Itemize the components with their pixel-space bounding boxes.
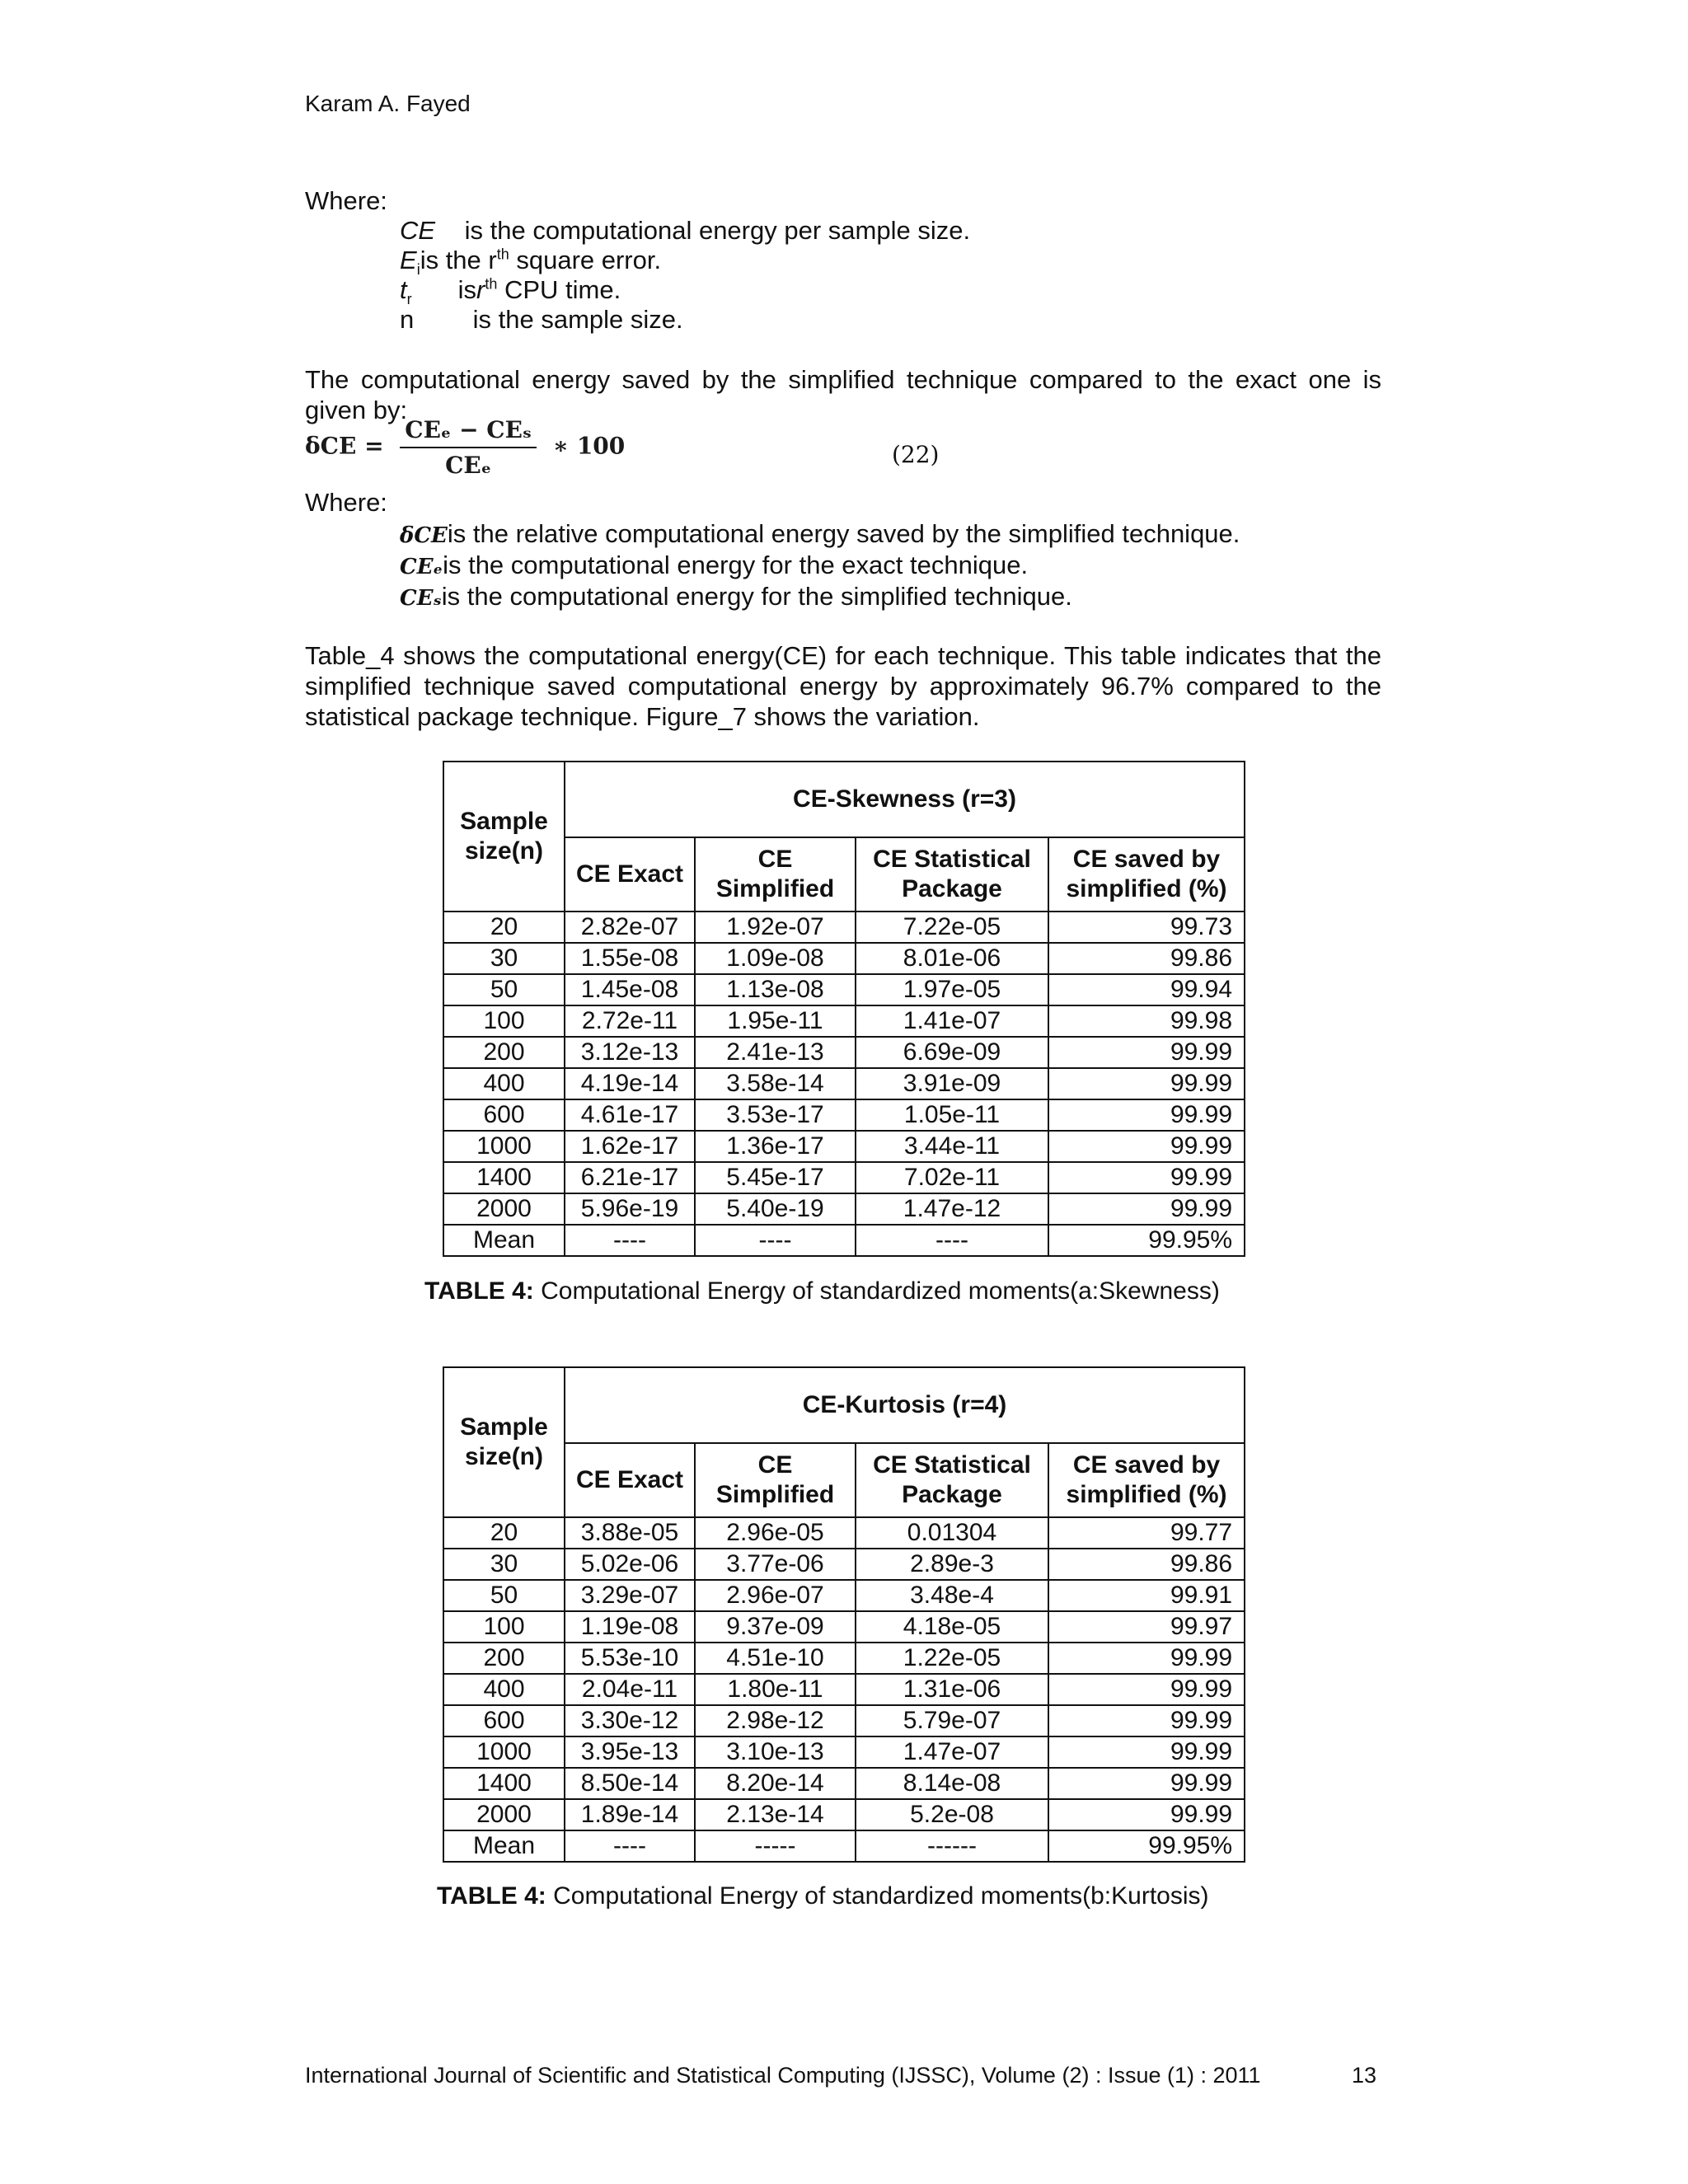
table-row [443,1037,1245,1068]
cell-sample-size: 400 [443,1674,565,1705]
def-ei-text: square error. [509,246,662,274]
cell-ce-exact: 3.12e-13 [565,1037,695,1068]
cell-ce-saved: 99.91 [1048,1580,1245,1611]
def-n-symbol: n [400,305,415,334]
cell-sample-size: 30 [443,943,565,974]
cell-ce-simplified: ----- [695,1830,856,1862]
cell-ce-exact: 3.88e-05 [565,1517,695,1549]
cell-sample-size: 50 [443,1580,565,1611]
def-ce-e [400,551,1028,580]
def-tr-sup: th [485,275,498,293]
cell-ce-saved: 99.86 [1048,943,1245,974]
def-n-text: is the sample size. [472,305,683,334]
where-label-2: Where: [305,488,387,517]
cell-ce-simplified: 1.09e-08 [695,943,856,974]
cell-ce-exact: 1.45e-08 [565,974,695,1005]
table-skewness-body [443,912,1245,1256]
cell-ce-simplified: 3.53e-17 [695,1099,856,1131]
def-tr-sub: r [406,291,412,308]
cell-ce-simplified: 2.98e-12 [695,1705,856,1736]
cell-sample-size: 20 [443,912,565,943]
cell-ce-simplified: 2.96e-07 [695,1580,856,1611]
header-ce-statistical-package: CE Statistical Package [856,837,1048,912]
cell-sample-size: 100 [443,1005,565,1037]
table-row [443,1736,1245,1768]
cell-ce-simplified: 1.36e-17 [695,1131,856,1162]
cell-sample-size: 30 [443,1549,565,1580]
def-ce-s-text: is the computational energy for the simplified technique. [441,582,1072,611]
cell-ce-simplified: ---- [695,1225,856,1256]
cell-ce-exact: 4.19e-14 [565,1068,695,1099]
cell-sample-size: 1000 [443,1131,565,1162]
cell-ce-simplified: 5.40e-19 [695,1193,856,1225]
cell-ce-saved: 99.99 [1048,1799,1245,1830]
def-ce-e-text: is the computational energy for the exact technique. [443,551,1029,579]
cell-ce-exact: 3.95e-13 [565,1736,695,1768]
cell-ce-simplified: 4.51e-10 [695,1643,856,1674]
cell-ce-statistical-package: 5.79e-07 [856,1705,1048,1736]
cell-ce-saved: 99.99 [1048,1068,1245,1099]
cell-ce-saved: 99.99 [1048,1674,1245,1705]
cell-ce-saved: 99.99 [1048,1162,1245,1193]
cell-ce-saved: 99.97 [1048,1611,1245,1643]
cell-ce-saved: 99.73 [1048,912,1245,943]
cell-ce-exact: 5.53e-10 [565,1643,695,1674]
equation-number: (22) [892,441,940,468]
cell-ce-statistical-package: 5.2e-08 [856,1799,1048,1830]
table-row [443,1611,1245,1643]
header-ce-saved: CE saved by simplified (%) [1048,1443,1245,1517]
cell-ce-saved: 99.95% [1048,1225,1245,1256]
cell-ce-statistical-package: 1.22e-05 [856,1643,1048,1674]
cell-ce-saved: 99.99 [1048,1037,1245,1068]
cell-ce-saved: 99.94 [1048,974,1245,1005]
cell-sample-size: 400 [443,1068,565,1099]
cell-sample-size: Mean [443,1830,565,1862]
cell-ce-statistical-package: 1.47e-12 [856,1193,1048,1225]
cell-ce-exact: 5.96e-19 [565,1193,695,1225]
formula-equals: = [364,432,384,460]
running-header: Karam A. Fayed [305,91,471,116]
table-row [443,1193,1245,1225]
table-row [443,1517,1245,1549]
def-ce-symbol: CE [400,216,436,245]
cell-ce-simplified: 8.20e-14 [695,1768,856,1799]
header-ce-simplified: CE Simplified [695,837,856,912]
def-ei-sub: i [416,261,420,279]
cell-ce-exact: ---- [565,1830,695,1862]
table-row [443,1225,1245,1256]
def-tr-text: CPU time. [497,275,621,304]
paragraph-energy-saved: The computational energy saved by the simplified technique compared to the exact one is given by: [305,365,1381,424]
cell-ce-exact: 1.19e-08 [565,1611,695,1643]
cell-ce-exact: 5.02e-06 [565,1549,695,1580]
def-n [400,305,683,335]
table-row [443,974,1245,1005]
def-ei-symbol: E [400,246,417,274]
cell-sample-size: 200 [443,1643,565,1674]
page-number: 13 [1352,2063,1377,2088]
cell-ce-exact: 3.29e-07 [565,1580,695,1611]
def-tr-symbol2: r [476,275,485,304]
def-ce-s-symbol: CEₛ [400,586,442,611]
table-row [443,1131,1245,1162]
caption-table-kurtosis [437,1882,1209,1910]
table-row [443,1580,1245,1611]
cell-ce-statistical-package: ---- [856,1225,1048,1256]
cell-ce-statistical-package: ------ [856,1830,1048,1862]
cell-ce-statistical-package: 0.01304 [856,1517,1048,1549]
cell-ce-exact: 2.04e-11 [565,1674,695,1705]
cell-ce-statistical-package: 2.89e-3 [856,1549,1048,1580]
cell-ce-statistical-package: 4.18e-05 [856,1611,1048,1643]
header-group-title: CE-Skewness (r=3) [565,762,1245,837]
table-row [443,1674,1245,1705]
cell-ce-statistical-package: 1.05e-11 [856,1099,1048,1131]
cell-sample-size: 1400 [443,1162,565,1193]
cell-ce-simplified: 2.13e-14 [695,1799,856,1830]
table-row [443,1768,1245,1799]
cell-ce-statistical-package: 1.41e-07 [856,1005,1048,1037]
table-row [443,1099,1245,1131]
cell-ce-statistical-package: 8.14e-08 [856,1768,1048,1799]
cell-sample-size: 1000 [443,1736,565,1768]
cell-ce-simplified: 2.96e-05 [695,1517,856,1549]
cell-ce-exact: ---- [565,1225,695,1256]
header-group-title: CE-Kurtosis (r=4) [565,1367,1245,1443]
cell-ce-saved: 99.99 [1048,1099,1245,1131]
cell-sample-size: 2000 [443,1193,565,1225]
cell-ce-saved: 99.99 [1048,1736,1245,1768]
table-row [443,1549,1245,1580]
header-ce-exact: CE Exact [565,837,695,912]
cell-ce-simplified: 3.77e-06 [695,1549,856,1580]
caption-label: TABLE 4: [424,1277,534,1305]
cell-ce-saved: 99.99 [1048,1705,1245,1736]
cell-ce-saved: 99.99 [1048,1768,1245,1799]
cell-ce-exact: 4.61e-17 [565,1099,695,1131]
def-tr-symbol: t [400,275,407,304]
cell-ce-simplified: 3.10e-13 [695,1736,856,1768]
header-ce-saved: CE saved by simplified (%) [1048,837,1245,912]
cell-ce-statistical-package: 6.69e-09 [856,1037,1048,1068]
def-ce-text: is the computational energy per sample size. [464,216,971,245]
caption-label: TABLE 4: [437,1882,546,1910]
def-tr-pre: is [457,275,477,304]
def-delta-ce [400,519,1240,549]
cell-ce-simplified: 2.41e-13 [695,1037,856,1068]
cell-ce-statistical-package: 7.02e-11 [856,1162,1048,1193]
formula-22 [305,416,625,479]
cell-ce-simplified: 3.58e-14 [695,1068,856,1099]
cell-ce-simplified: 1.80e-11 [695,1674,856,1705]
def-delta-ce-text: is the relative computational energy saved by the simplified technique. [447,519,1240,548]
def-ce [400,216,970,246]
def-ce-e-symbol: CEₑ [400,555,443,579]
footer-journal: International Journal of Scientific and Statistical Computing (IJSSC), Volume (2) : Issue (1) : 2011 [305,2063,1261,2088]
cell-sample-size: 2000 [443,1799,565,1830]
formula-denominator: CEₑ [445,452,492,479]
where-label-1: Where: [305,186,387,215]
table-skewness [443,761,1245,1257]
formula-numerator: CEₑ − CEₛ [400,416,537,448]
cell-ce-statistical-package: 3.48e-4 [856,1580,1048,1611]
table-row [443,1162,1245,1193]
header-ce-statistical-package: CE Statistical Package [856,1443,1048,1517]
cell-ce-statistical-package: 8.01e-06 [856,943,1048,974]
table-row [443,1005,1245,1037]
cell-ce-saved: 99.86 [1048,1549,1245,1580]
cell-ce-statistical-package: 7.22e-05 [856,912,1048,943]
def-ei-sup: th [496,246,509,263]
def-tr [400,275,621,308]
cell-ce-saved: 99.77 [1048,1517,1245,1549]
cell-sample-size: 1400 [443,1768,565,1799]
def-ce-s [400,582,1072,612]
cell-ce-simplified: 9.37e-09 [695,1611,856,1643]
formula-factor: ∗ 100 [552,432,626,460]
table-row [443,1799,1245,1830]
cell-ce-simplified: 5.45e-17 [695,1162,856,1193]
header-ce-simplified: CE Simplified [695,1443,856,1517]
cell-ce-statistical-package: 3.44e-11 [856,1131,1048,1162]
cell-ce-exact: 8.50e-14 [565,1768,695,1799]
cell-ce-statistical-package: 3.91e-09 [856,1068,1048,1099]
caption-table-skewness [424,1277,1220,1305]
def-ei-pre: is the r [420,246,497,274]
table-row [443,912,1245,943]
table-row [443,1705,1245,1736]
cell-ce-exact: 1.62e-17 [565,1131,695,1162]
cell-ce-simplified: 1.92e-07 [695,912,856,943]
table-row [443,1068,1245,1099]
paragraph-table4-summary: Table_4 shows the computational energy(CE) for each technique. This table indicates that the simplified technique saved computational energy by approximately 96.7% compared to the statistical package technique. Figure_7 shows the variation. [305,641,1381,731]
header-ce-exact: CE Exact [565,1443,695,1517]
cell-ce-saved: 99.95% [1048,1830,1245,1862]
header-sample-size: Sample size(n) [443,762,565,912]
cell-ce-exact: 3.30e-12 [565,1705,695,1736]
def-delta-ce-symbol: δCE [400,523,448,548]
cell-ce-exact: 2.72e-11 [565,1005,695,1037]
cell-sample-size: 600 [443,1705,565,1736]
header-sample-size: Sample size(n) [443,1367,565,1517]
cell-ce-statistical-package: 1.31e-06 [856,1674,1048,1705]
cell-ce-saved: 99.99 [1048,1193,1245,1225]
cell-sample-size: 20 [443,1517,565,1549]
table-row [443,943,1245,974]
table-kurtosis [443,1366,1245,1863]
cell-ce-saved: 99.99 [1048,1643,1245,1674]
cell-sample-size: Mean [443,1225,565,1256]
cell-ce-saved: 99.98 [1048,1005,1245,1037]
formula-lhs: δCE [305,432,357,460]
cell-sample-size: 100 [443,1611,565,1643]
cell-ce-simplified: 1.95e-11 [695,1005,856,1037]
table-row [443,1830,1245,1862]
cell-ce-saved: 99.99 [1048,1131,1245,1162]
table-row [443,1643,1245,1674]
cell-ce-exact: 2.82e-07 [565,912,695,943]
caption-text: Computational Energy of standardized moments(a:Skewness) [533,1277,1220,1305]
cell-ce-exact: 1.55e-08 [565,943,695,974]
table-kurtosis-body [443,1517,1245,1862]
cell-ce-simplified: 1.13e-08 [695,974,856,1005]
cell-ce-statistical-package: 1.97e-05 [856,974,1048,1005]
cell-ce-exact: 1.89e-14 [565,1799,695,1830]
formula-fraction [400,416,537,479]
cell-sample-size: 50 [443,974,565,1005]
cell-sample-size: 600 [443,1099,565,1131]
def-ei [400,246,661,279]
cell-ce-exact: 6.21e-17 [565,1162,695,1193]
caption-text: Computational Energy of standardized moments(b:Kurtosis) [546,1882,1209,1910]
cell-sample-size: 200 [443,1037,565,1068]
cell-ce-statistical-package: 1.47e-07 [856,1736,1048,1768]
